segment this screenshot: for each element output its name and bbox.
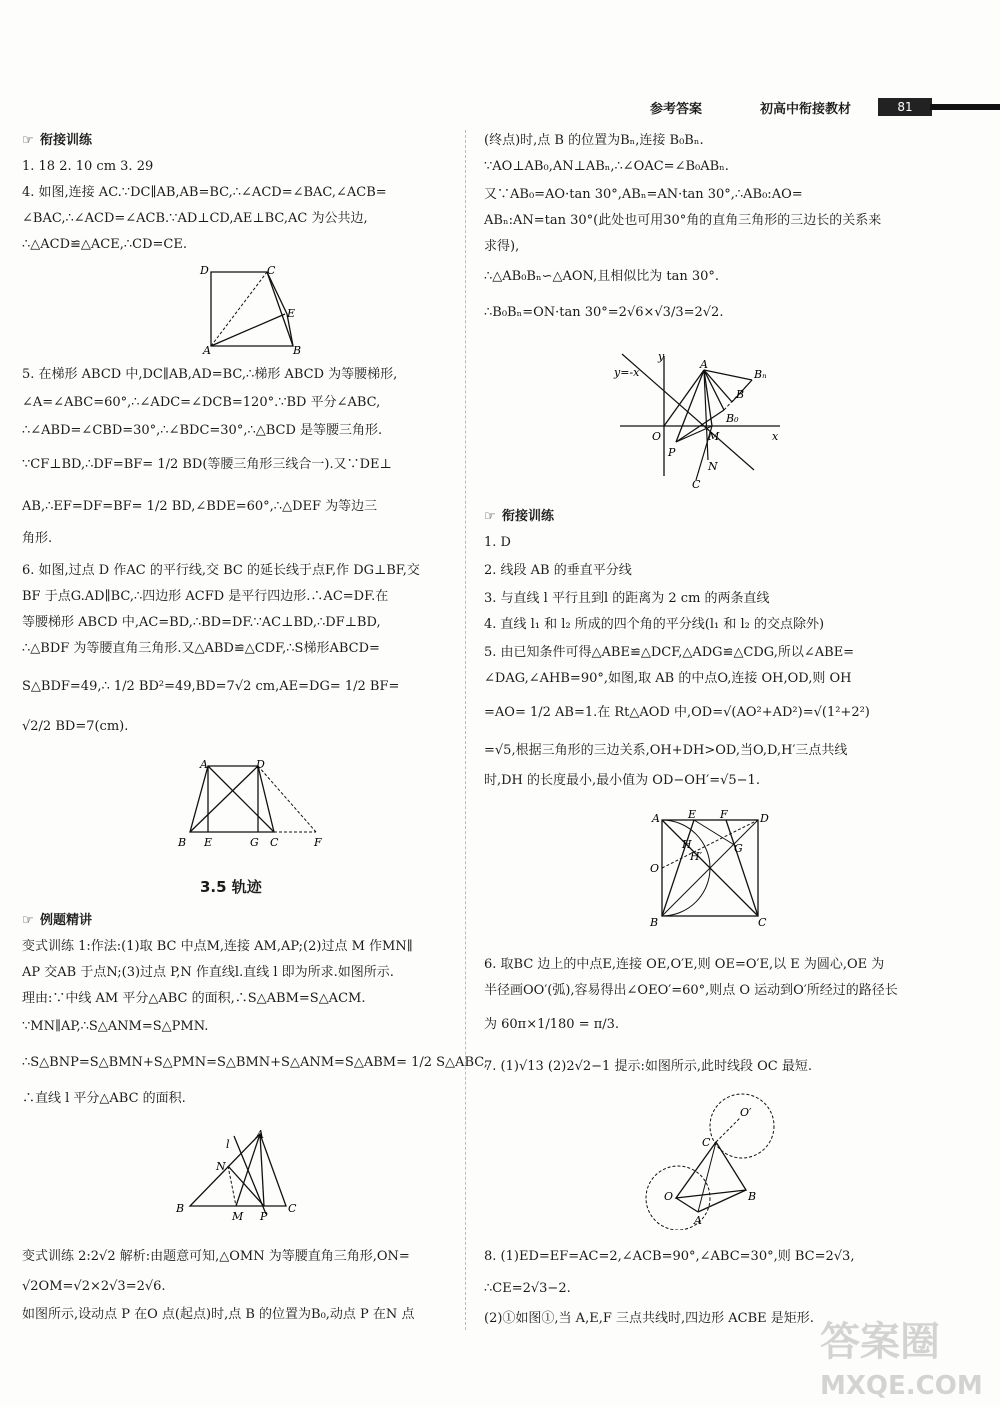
text-line: ∵CF⊥BD,∴DF=BF= 1/2 BD(等腰三角形三线合一).又∵DE⊥ (22, 457, 392, 472)
fig-label: C (288, 1202, 297, 1215)
pointing-hand-icon: ☞ (22, 913, 34, 928)
text-line: 6. 取BC 边上的中点E,连接 OE,O′E,则 OE=O′E,以 E 为圆心,OE 为 (484, 957, 885, 972)
section-heading-practice: ☞ 衔接训练 (22, 133, 93, 148)
text-line: (终点)时,点 B 的位置为Bₙ,连接 B₀Bₙ. (484, 133, 704, 148)
text-line: 半径画OO′(弧),容易得出∠OEO′=60°,则点 O 运动到O′所经过的路径长 (484, 983, 898, 998)
text-line: (2)①如图①,当 A,E,F 三点共线时,四边形 ACBE 是矩形. (484, 1311, 814, 1326)
text-line: ∴∠ABD=∠CBD=30°,∴∠BDC=30°,∴△BCD 是等腰三角形. (22, 423, 383, 438)
text-line: 2. 线段 AB 的垂直平分线 (484, 563, 632, 578)
text-line: 变式训练 1:作法:(1)取 BC 中点M,连接 AM,AP;(2)过点 M 作MN∥ (22, 939, 413, 954)
fig-label: A (694, 1214, 702, 1227)
figure-coordinate-locus (612, 350, 792, 490)
book-title: 初高中衔接教材 (760, 102, 852, 117)
header-rule (930, 104, 1000, 110)
figure-trapezoid-1 (195, 262, 310, 357)
text-line: 等腰梯形 ABCD 中,AC=BD,∴BD=DF.∵AC⊥BD,∴DF⊥BD, (22, 615, 381, 630)
text-line: 角形. (22, 531, 53, 546)
fig-label: M (232, 1210, 244, 1223)
pointing-hand-icon: ☞ (22, 133, 34, 148)
fig-label: E (204, 836, 213, 849)
section-heading-practice-2: ☞ 衔接训练 (484, 509, 555, 524)
text-line: ∵MN∥AP,∴S△ANM=S△PMN. (22, 1019, 209, 1034)
text-line: 5. 由已知条件可得△ABE≌△DCF,△ADG≌△CDG,所以∠ABE= (484, 645, 855, 660)
watermark-url: MXQE.COM (820, 1371, 983, 1401)
fig-label: D (760, 812, 769, 825)
fig-label: H′ (690, 850, 703, 863)
text-line: ∴△ACD≌△ACE,∴CD=CE. (22, 237, 187, 252)
fig-label: B (176, 1202, 185, 1215)
watermark-logo (820, 1310, 1000, 1407)
text-line: ∠BAC,∴∠ACD=∠ACB.∵AD⊥CD,AE⊥BC,AC 为公共边, (22, 211, 368, 226)
text-line: ∴S△BNP=S△BMN+S△PMN=S△BMN+S△ANM=S△ABM= 1/2 S△ABC, (22, 1055, 488, 1070)
text-line: 求得), (484, 239, 520, 254)
text-line: 变式训练 2:2√2 解析:由题意可知,△OMN 为等腰直角三角形,ON= (22, 1249, 410, 1264)
fig-label: A (700, 358, 708, 371)
fig-label: O (650, 862, 660, 875)
text-line: 4. 直线 l₁ 和 l₂ 所成的四个角的平分线(l₁ 和 l₂ 的交点除外) (484, 617, 825, 632)
text-line: 1. D (484, 535, 511, 550)
page-number: 81 (878, 98, 932, 116)
text-line: ∴直线 l 平分△ABC 的面积. (22, 1091, 186, 1106)
fig-label: E (688, 808, 697, 821)
text-line: 3. 与直线 l 平行且到l 的距离为 2 cm 的两条直线 (484, 591, 770, 606)
fig-label: F (720, 808, 728, 821)
fig-label: y (658, 350, 665, 363)
text-line: √2/2 BD=7(cm). (22, 719, 129, 734)
fig-label: B (736, 388, 745, 401)
text-line: ∠A=∠ABC=60°,∴∠ADC=∠DCB=120°.∵BD 平分∠ABC, (22, 395, 381, 410)
fig-label: F (314, 836, 322, 849)
section-title: 3.5 轨迹 (200, 878, 262, 896)
fig-label: E (287, 307, 296, 320)
fig-label: D (256, 758, 265, 771)
text-line: 又∵AB₀=AO·tan 30°,ABₙ=AN·tan 30°,∴AB₀:AO= (484, 187, 803, 202)
fig-label: C (702, 1136, 711, 1149)
text-line: 1. 18 2. 10 cm 3. 29 (22, 159, 154, 174)
fig-label: x (772, 430, 779, 443)
fig-label: B₀ (726, 412, 739, 425)
text-line: ∴CE=2√3−2. (484, 1281, 571, 1296)
fig-label: C (267, 264, 276, 277)
pointing-hand-icon: ☞ (484, 509, 496, 524)
text-line: =√5,根据三角形的三边关系,OH+DH>OD,当O,D,H′三点共线 (484, 743, 848, 758)
fig-label: H (682, 838, 692, 851)
text-line: =AO= 1/2 AB=1.在 Rt△AOD 中,OD=√(AO²+AD²)=√(1²+2²) (484, 705, 870, 720)
text-line: ∠DAG,∠AHB=90°,如图,取 AB 的中点O,连接 OH,OD,则 OH (484, 671, 852, 686)
fig-label: A (256, 1128, 264, 1141)
text-line: ∵AO⊥AB₀,AN⊥ABₙ,∴∠OAC=∠B₀ABₙ. (484, 159, 729, 174)
text-line: AP 交AB 于点N;(3)过点 P,N 作直线l.直线 l 即为所求.如图所示. (22, 965, 394, 980)
fig-label: l (226, 1138, 230, 1151)
text-line: BF 于点G.AD∥BC,∴四边形 ACFD 是平行四边形.∴AC=DF.在 (22, 589, 389, 604)
figure-two-circles (636, 1086, 786, 1230)
fig-label: O′ (740, 1106, 752, 1119)
text-line: ∴△BDF 为等腰直角三角形.又△ABD≌△CDF,∴S梯形ABCD= (22, 641, 380, 656)
fig-label: A (652, 812, 660, 825)
text-line: 7. (1)√13 (2)2√2−1 提示:如图所示,此时线段 OC 最短. (484, 1059, 812, 1074)
fig-label: A (200, 758, 208, 771)
watermark-text: 答案圈 (820, 1319, 940, 1365)
fig-label: N (708, 460, 718, 473)
answers-label: 参考答案 (650, 102, 703, 117)
text-line: 8. (1)ED=EF=AC=2,∠ACB=90°,∠ABC=30°,则 BC=2√3, (484, 1249, 855, 1264)
text-line: 为 60π×1/180 = π/3. (484, 1017, 620, 1032)
fig-label: N (216, 1160, 226, 1173)
fig-label: P (260, 1210, 268, 1223)
fig-label: M (708, 430, 720, 443)
fig-label: G (734, 842, 743, 855)
fig-label: B (178, 836, 187, 849)
fig-label: G (250, 836, 259, 849)
text-line: √2OM=√2×2√3=2√6. (22, 1279, 166, 1294)
text-line: AB,∴EF=DF=BF= 1/2 BD,∠BDE=60°,∴△DEF 为等边三 (22, 499, 378, 514)
fig-label: D (200, 264, 209, 277)
fig-label: P (668, 446, 676, 459)
text-line: ∴B₀Bₙ=ON·tan 30°=2√6×√3/3=2√2. (484, 305, 724, 320)
text-line: 6. 如图,过点 D 作AC 的平行线,交 BC 的延长线于点F,作 DG⊥BF,交 (22, 563, 420, 578)
text-line: 5. 在梯形 ABCD 中,DC∥AB,AD=BC,∴梯形 ABCD 为等腰梯形, (22, 367, 398, 382)
fig-label: y=-x (614, 366, 640, 379)
fig-label: O (652, 430, 662, 443)
fig-label: C (692, 478, 701, 490)
fig-label: B (293, 344, 302, 357)
text-line: 如图所示,设动点 P 在O 点(起点)时,点 B 的位置为B₀,动点 P 在N 点 (22, 1307, 415, 1322)
column-divider (465, 130, 467, 1330)
fig-label: Bₙ (754, 368, 767, 381)
text-line: ABₙ:AN=tan 30°(此处也可用30°角的直角三角形的三边长的关系来 (484, 213, 882, 228)
text-line: S△BDF=49,∴ 1/2 BD²=49,BD=7√2 cm,AE=DG= 1/2 BF= (22, 679, 400, 694)
figure-triangle-area (170, 1124, 310, 1224)
section-heading-examples: ☞ 例题精讲 (22, 913, 93, 928)
figure-square-abcd (648, 808, 778, 932)
fig-label: C (758, 916, 767, 929)
fig-label: B (748, 1190, 757, 1203)
fig-label: C (270, 836, 279, 849)
text-line: 4. 如图,连接 AC.∵DC∥AB,AB=BC,∴∠ACD=∠BAC,∠ACB= (22, 185, 387, 200)
text-line: 理由:∵中线 AM 平分△ABC 的面积,∴S△ABM=S△ACM. (22, 991, 366, 1006)
text-line: ∴△AB₀Bₙ∽△AON,且相似比为 tan 30°. (484, 269, 719, 284)
figure-isosceles-trapezoid (170, 756, 330, 851)
fig-label: A (203, 344, 211, 357)
fig-label: B (650, 916, 659, 929)
fig-label: O (664, 1190, 674, 1203)
text-line: 时,DH 的长度最小,最小值为 OD−OH′=√5−1. (484, 773, 760, 788)
